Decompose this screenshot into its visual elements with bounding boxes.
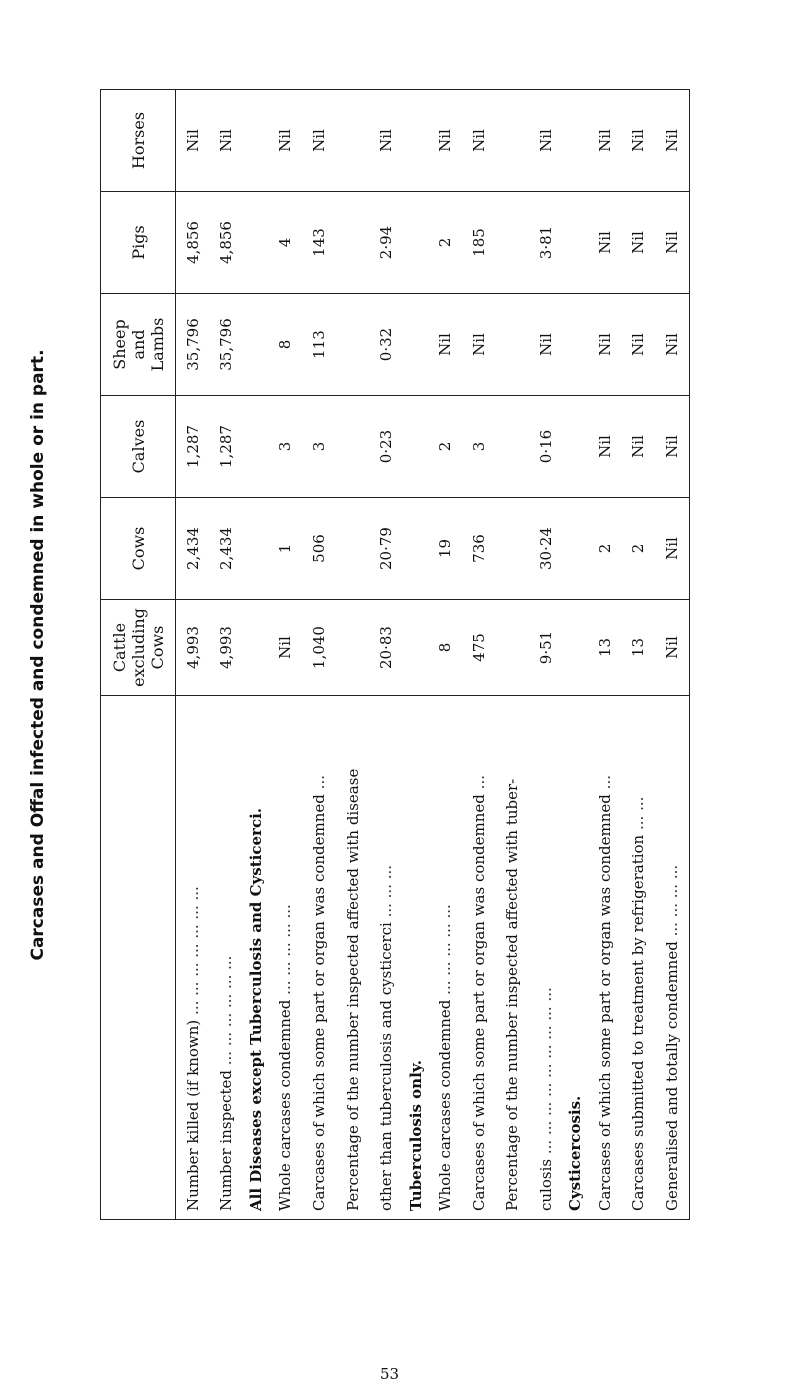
header-cell-cows: Cows	[101, 498, 176, 600]
section-row	[243, 90, 268, 1220]
row-label-text: Percentage of the number inspected affected with tuber-	[503, 778, 522, 1211]
value-cell	[495, 294, 529, 396]
value-cell: 8	[428, 600, 462, 696]
value-cell	[495, 192, 529, 294]
value-cell	[563, 600, 588, 696]
row-label	[428, 696, 462, 1220]
value-cell	[403, 90, 428, 192]
row-label-text: Carcases of which some part or organ was condemned	[469, 794, 488, 1211]
value-cell: 3·81	[529, 192, 563, 294]
carcases-table	[100, 89, 690, 1220]
section-row	[403, 90, 428, 1220]
rotated-table	[100, 90, 690, 1220]
row-label	[176, 696, 210, 1220]
row-label-text: culosis	[536, 1158, 555, 1211]
row-label	[269, 696, 303, 1220]
value-cell: 2,434	[176, 498, 210, 600]
value-cell: Nil	[655, 396, 689, 498]
leader-dots: ... ... ...	[377, 864, 396, 918]
row-label	[655, 696, 689, 1220]
page-number: 53	[380, 1365, 400, 1383]
value-cell: Nil	[655, 600, 689, 696]
value-cell: 20·79	[369, 498, 403, 600]
value-cell	[403, 294, 428, 396]
row-label	[529, 696, 563, 1220]
value-cell: Nil	[622, 90, 656, 192]
header-cell-pigs: Pigs	[101, 192, 176, 294]
row-label	[210, 696, 244, 1220]
row-label	[369, 696, 403, 1220]
value-cell: Nil	[269, 90, 303, 192]
table-row	[529, 90, 563, 1220]
row-label	[403, 696, 428, 1220]
row-label	[622, 696, 656, 1220]
header-cell-calves: Calves	[101, 396, 176, 498]
value-cell	[336, 294, 370, 396]
table-row	[428, 90, 462, 1220]
value-cell: 1,040	[302, 600, 336, 696]
leader-dots: ...	[469, 775, 488, 790]
value-cell: 20·83	[369, 600, 403, 696]
value-cell	[563, 498, 588, 600]
value-cell	[243, 600, 268, 696]
value-cell	[243, 396, 268, 498]
row-label	[462, 696, 496, 1220]
value-cell: 2·94	[369, 192, 403, 294]
value-cell	[243, 294, 268, 396]
header-cell-horses: Horses	[101, 90, 176, 192]
row-label	[243, 696, 268, 1220]
table-row	[622, 90, 656, 1220]
header-cell-label	[101, 696, 176, 1220]
value-cell: 4,856	[176, 192, 210, 294]
value-cell: 19	[428, 498, 462, 600]
row-label	[302, 696, 336, 1220]
value-cell	[336, 600, 370, 696]
value-cell: Nil	[529, 294, 563, 396]
value-cell: 1,287	[176, 396, 210, 498]
value-cell	[336, 192, 370, 294]
value-cell: 4,993	[176, 600, 210, 696]
value-cell: 8	[269, 294, 303, 396]
row-label-text: Carcases of which some part or organ was condemned	[595, 794, 614, 1211]
leader-dots: ...	[595, 775, 614, 790]
value-cell: 3	[302, 396, 336, 498]
value-cell: 475	[462, 600, 496, 696]
header-cell-sheep: Sheep and Lambs	[101, 294, 176, 396]
value-cell: 113	[302, 294, 336, 396]
leader-dots: ... ... ... ... ... ...	[217, 955, 236, 1066]
caption-text: Carcases and Offal infected and condemned in whole or in part.	[28, 349, 48, 961]
value-cell: 9·51	[529, 600, 563, 696]
value-cell: Nil	[655, 192, 689, 294]
value-cell: 13	[622, 600, 656, 696]
row-label-text: Percentage of the number inspected affected with disease	[343, 768, 362, 1211]
table-row	[462, 90, 496, 1220]
row-label-text: Whole carcases condemned	[276, 999, 295, 1211]
leader-dots: ... ... ... ...	[663, 864, 682, 937]
value-cell	[563, 396, 588, 498]
value-cell: 35,796	[210, 294, 244, 396]
value-cell: 506	[302, 498, 336, 600]
value-cell: 30·24	[529, 498, 563, 600]
header-cell-cattle: Cattle excluding Cows	[101, 600, 176, 696]
value-cell: 1,287	[210, 396, 244, 498]
value-cell: Nil	[428, 90, 462, 192]
row-label-text: Carcases submitted to treatment by refrigeration	[629, 834, 648, 1211]
table-row	[210, 90, 244, 1220]
table-row	[336, 90, 370, 1220]
leader-dots: ... ... ... ... ... ... ...	[183, 886, 202, 1015]
value-cell: Nil	[655, 498, 689, 600]
value-cell: 3	[462, 396, 496, 498]
value-cell: 4	[269, 192, 303, 294]
row-label-text: other than tuberculosis and cysticerci	[377, 922, 396, 1211]
value-cell	[403, 192, 428, 294]
value-cell	[403, 498, 428, 600]
leader-dots: ... ... ... ... ...	[276, 904, 295, 995]
value-cell: 2	[428, 396, 462, 498]
row-label-text: Generalised and totally condemned	[663, 941, 682, 1211]
value-cell: Nil	[622, 192, 656, 294]
value-cell	[336, 396, 370, 498]
value-cell	[336, 498, 370, 600]
value-cell: 736	[462, 498, 496, 600]
section-row	[563, 90, 588, 1220]
value-cell: 3	[269, 396, 303, 498]
table-body	[176, 90, 690, 1220]
value-cell	[495, 498, 529, 600]
header-row	[101, 90, 176, 1220]
table-row	[302, 90, 336, 1220]
table-row	[369, 90, 403, 1220]
value-cell	[495, 396, 529, 498]
table-caption	[18, 90, 58, 1220]
value-cell	[243, 498, 268, 600]
row-label-text: Cysticercosis.	[566, 1095, 585, 1211]
value-cell: 4,993	[210, 600, 244, 696]
value-cell	[336, 90, 370, 192]
value-cell: Nil	[588, 192, 622, 294]
value-cell: Nil	[529, 90, 563, 192]
value-cell: Nil	[622, 294, 656, 396]
table-row	[269, 90, 303, 1220]
value-cell: 2	[622, 498, 656, 600]
value-cell: 185	[462, 192, 496, 294]
value-cell: 0·32	[369, 294, 403, 396]
value-cell: 2,434	[210, 498, 244, 600]
value-cell	[403, 600, 428, 696]
value-cell: Nil	[428, 294, 462, 396]
value-cell: 4,856	[210, 192, 244, 294]
value-cell: 0·16	[529, 396, 563, 498]
value-cell	[563, 192, 588, 294]
value-cell: Nil	[588, 396, 622, 498]
value-cell: Nil	[210, 90, 244, 192]
row-label-text: All Diseases except Tuberculosis and Cysticerci.	[246, 807, 265, 1211]
leader-dots: ... ... ... ... ...	[436, 904, 455, 995]
value-cell: Nil	[369, 90, 403, 192]
value-cell: Nil	[269, 600, 303, 696]
row-label-text: Number inspected	[217, 1070, 236, 1211]
row-label-text: Tuberculosis only.	[406, 1059, 425, 1211]
value-cell: Nil	[462, 294, 496, 396]
value-cell: Nil	[588, 294, 622, 396]
value-cell: Nil	[176, 90, 210, 192]
value-cell: 35,796	[176, 294, 210, 396]
value-cell	[403, 396, 428, 498]
value-cell: 13	[588, 600, 622, 696]
row-label	[588, 696, 622, 1220]
value-cell: 0·23	[369, 396, 403, 498]
value-cell: Nil	[655, 90, 689, 192]
value-cell	[495, 90, 529, 192]
value-cell: 2	[588, 498, 622, 600]
row-label-text: Whole carcases condemned	[436, 999, 455, 1211]
value-cell	[243, 192, 268, 294]
leader-dots: ... ... ... ... ... ... ... ... ...	[536, 987, 555, 1155]
table-row	[495, 90, 529, 1220]
value-cell: Nil	[588, 90, 622, 192]
value-cell	[563, 294, 588, 396]
value-cell: 2	[428, 192, 462, 294]
value-cell: Nil	[462, 90, 496, 192]
value-cell: Nil	[302, 90, 336, 192]
row-label-text: Number killed (if known)	[183, 1019, 202, 1211]
table-row	[176, 90, 210, 1220]
value-cell: Nil	[622, 396, 656, 498]
value-cell: 1	[269, 498, 303, 600]
value-cell: 143	[302, 192, 336, 294]
value-cell	[563, 90, 588, 192]
row-label	[563, 696, 588, 1220]
value-cell	[243, 90, 268, 192]
row-label	[495, 696, 529, 1220]
table-row	[588, 90, 622, 1220]
row-label	[336, 696, 370, 1220]
value-cell	[495, 600, 529, 696]
leader-dots: ... ...	[629, 796, 648, 830]
leader-dots: ...	[310, 775, 328, 790]
value-cell: Nil	[655, 294, 689, 396]
row-label-text: Carcases of which some part or organ was condemned	[310, 794, 328, 1211]
table-row	[655, 90, 689, 1220]
